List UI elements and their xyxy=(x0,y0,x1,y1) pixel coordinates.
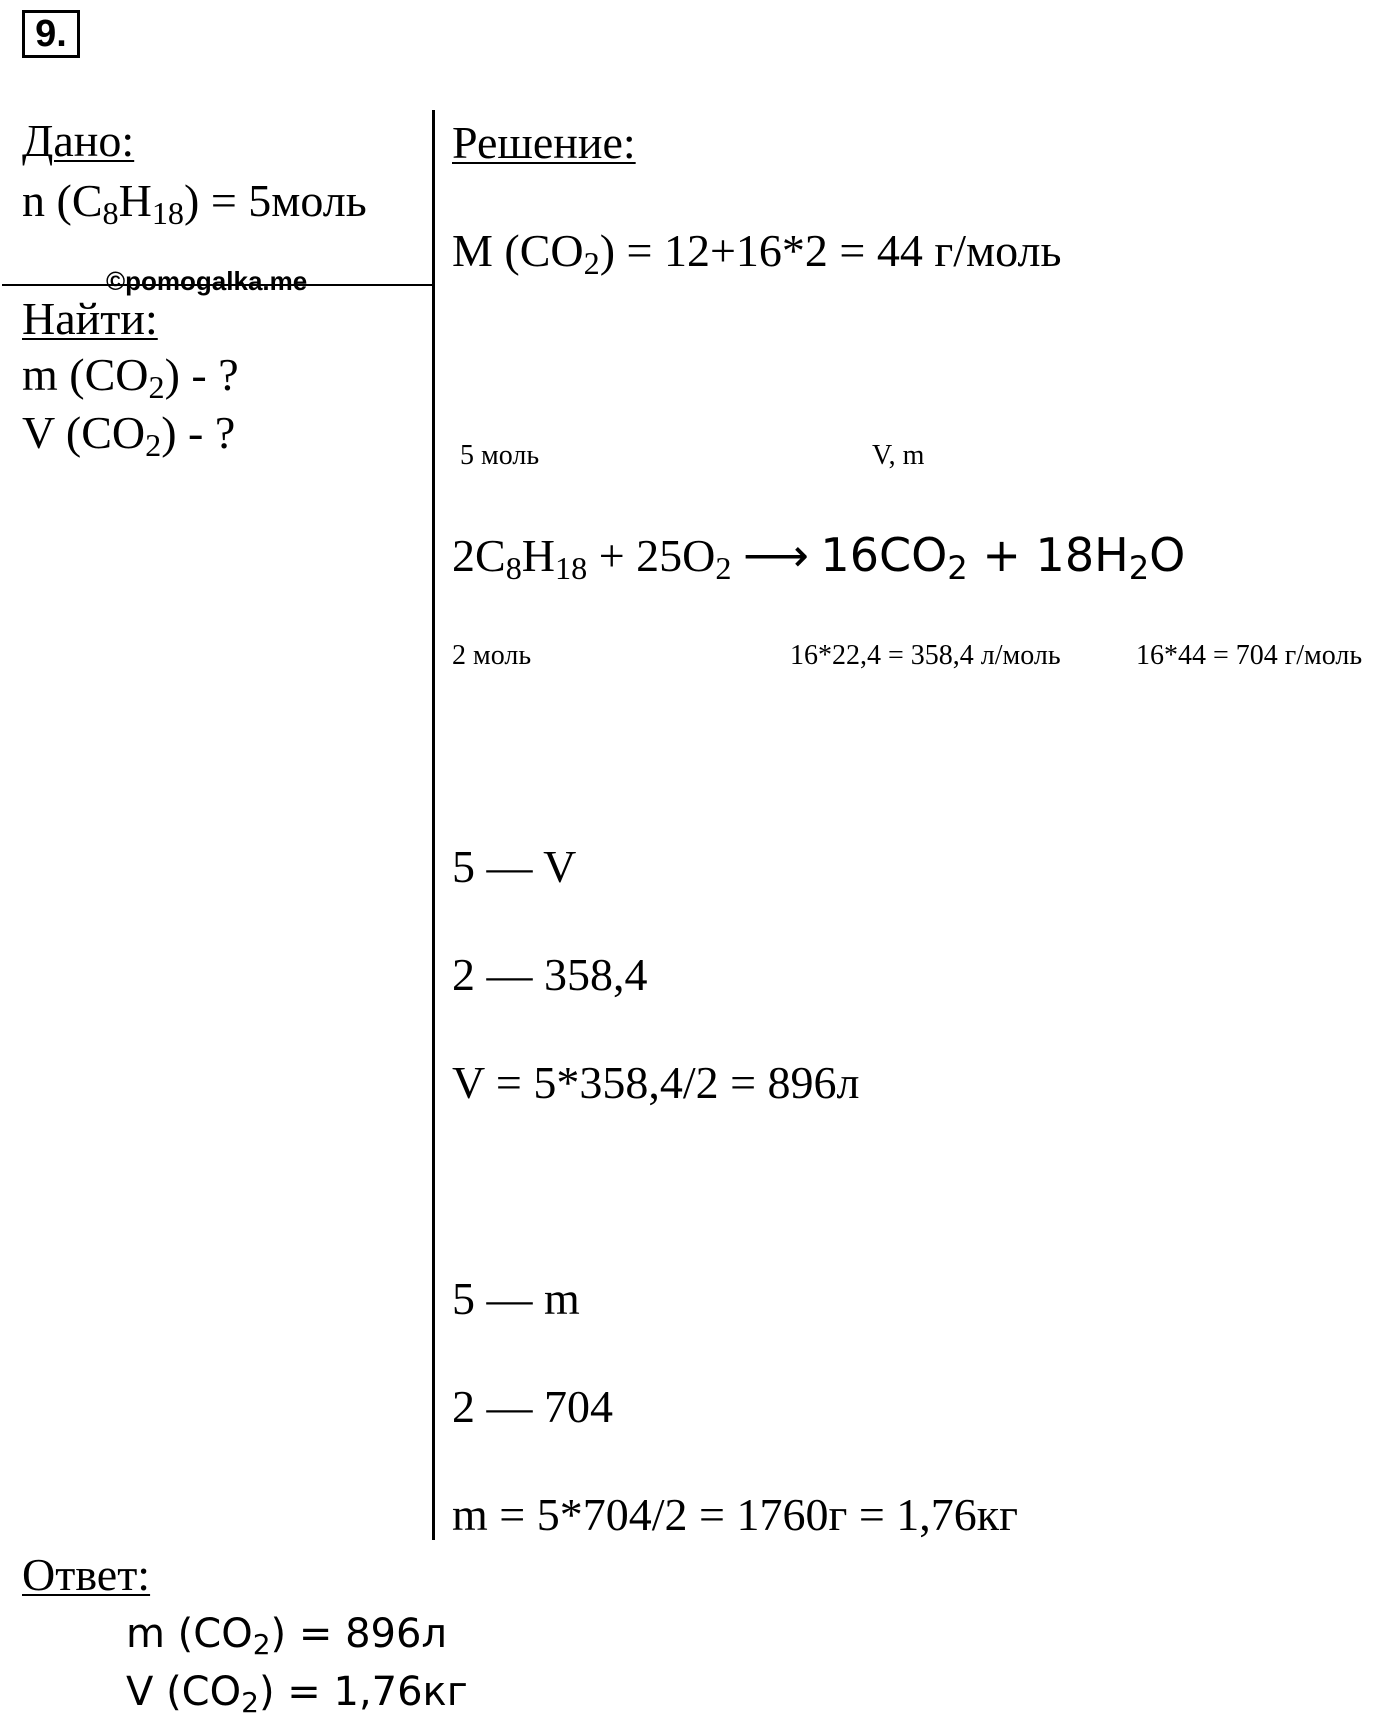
proportion-v-line-2: 2 — 358,4 xyxy=(452,949,648,1000)
find-heading: Найти: xyxy=(22,293,158,344)
problem-number: 9. xyxy=(22,10,80,58)
result-volume: V = 5*358,4/2 = 896л xyxy=(452,1057,860,1108)
proportion-m-line-1: 5 — m xyxy=(452,1273,580,1324)
molar-mass-line: M $(CO_2) = 12+16*2 = 44$ г/моль xyxy=(452,225,1062,282)
watermark: ©pomogalka.me xyxy=(106,266,308,296)
find-line-1: m $(CO_2)$ - ? xyxy=(22,349,239,406)
answer-heading: Ответ: xyxy=(22,1549,151,1600)
proportion-v-line-1: 5 — V xyxy=(452,841,577,892)
answer-line-2: V $(CO_2) = 1,76кг$ xyxy=(126,1669,468,1719)
result-mass: m = 5*704/2 = 1760г = 1,76кг xyxy=(452,1489,1018,1540)
reaction-equation: $2C_8H_{18} + 25O_2$ ⟶ $16CO_2 + 18H_2O$ xyxy=(452,528,1186,588)
vertical-divider xyxy=(432,110,435,1540)
find-line-2: V $(CO_2)$ - ? xyxy=(22,407,236,464)
mass-calc-label: 16*44 = 704 г/моль xyxy=(1136,640,1363,671)
answer-line-1: m $(CO_2) = 896л$ xyxy=(126,1611,447,1661)
volume-calc-label: 16*22,4 = 358,4 л/моль xyxy=(790,640,1061,671)
given-heading: Дано: xyxy=(22,115,135,166)
proportion-m-line-2: 2 — 704 xyxy=(452,1381,613,1432)
reactant-coefficient-label: 2 моль xyxy=(452,640,532,671)
product-unknown-label: V, m xyxy=(872,440,925,471)
solution-heading: Решение: xyxy=(452,117,636,168)
given-line: n $(C_8H_{18})$ = 5моль xyxy=(22,175,367,232)
reactant-amount-label: 5 моль xyxy=(460,440,540,471)
